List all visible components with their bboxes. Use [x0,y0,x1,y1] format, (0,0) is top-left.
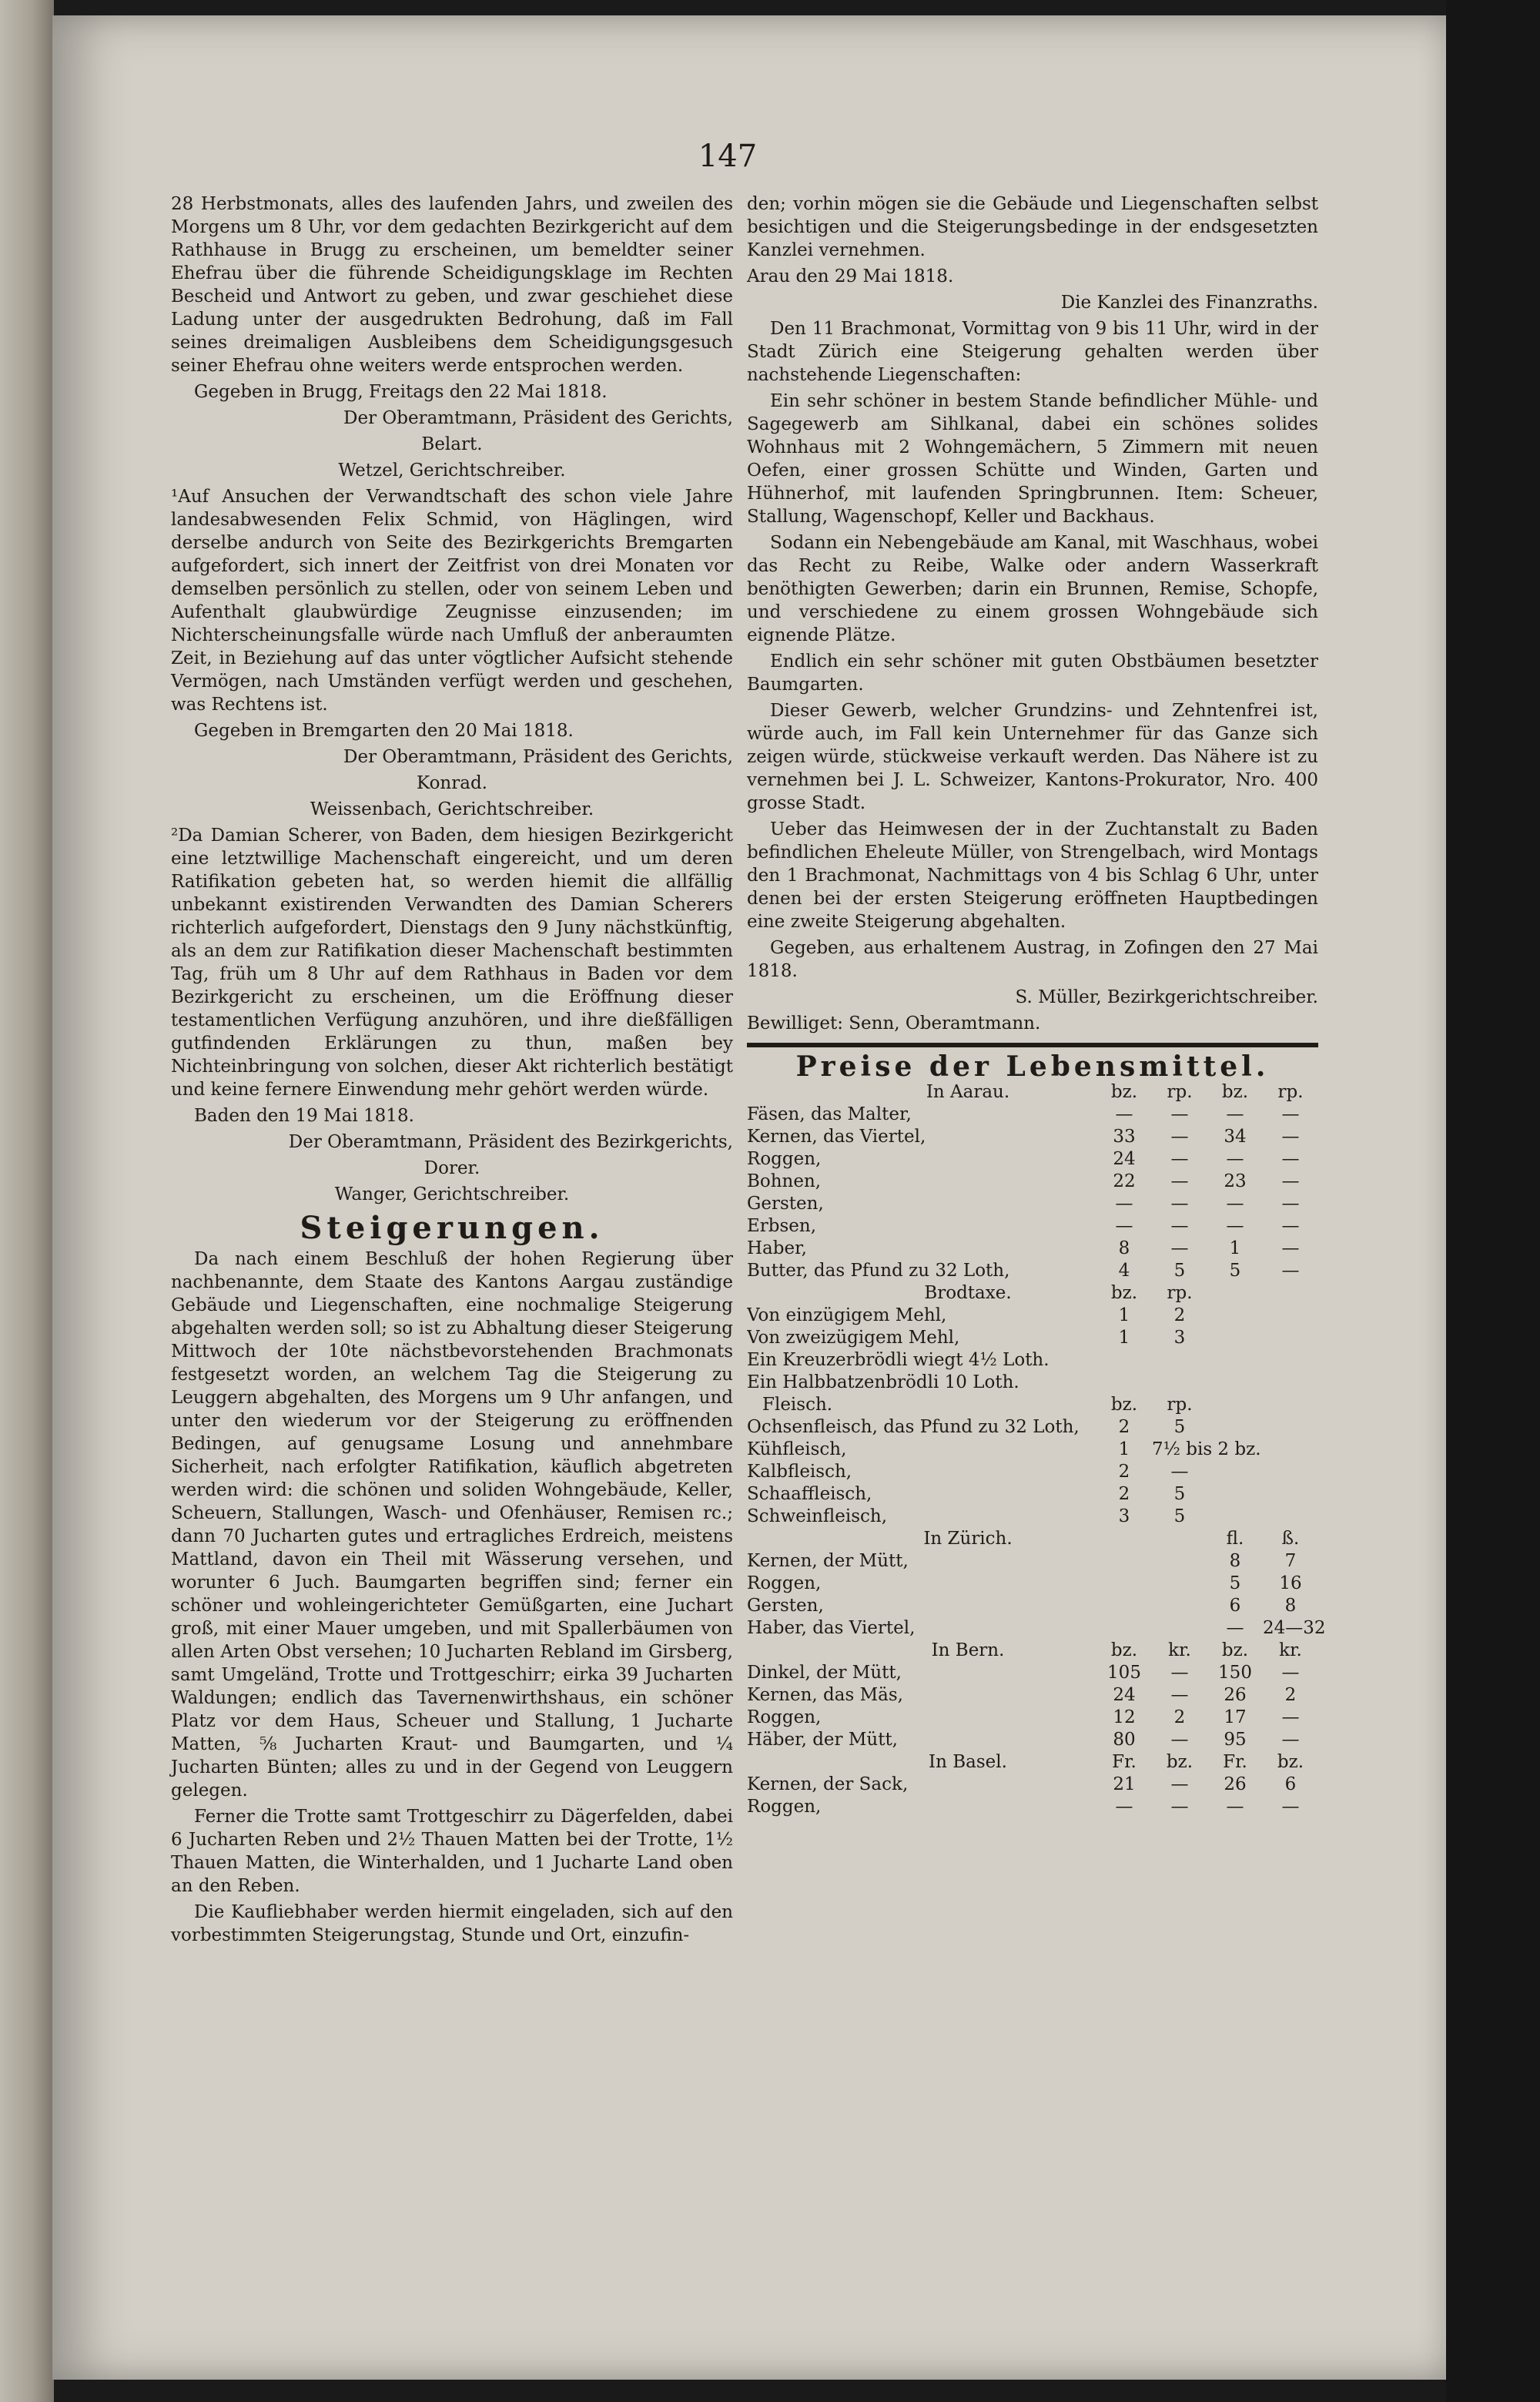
price-value: 2 [1173,1707,1186,1727]
aarau-place: In Aarau. [926,1082,1010,1102]
price-row [747,1774,1318,1796]
col-header: bz. [1110,1283,1138,1303]
finance-date: Arau den 29 Mai 1818. [747,266,954,286]
price-row [747,1662,1318,1684]
price-label: Kernen, der Mütt, [747,1551,909,1571]
price-value: — [1170,1194,1189,1214]
price-value: 95 [1224,1730,1247,1750]
price-value: 26 [1224,1774,1247,1794]
price-value: 5 [1173,1484,1186,1504]
price-label: Bohnen, [747,1171,822,1191]
price-value: — [1281,1171,1300,1191]
col-header: bz. [1221,1082,1249,1102]
fleisch-title: Fleisch. [762,1395,833,1415]
col-header: bz. [1166,1752,1194,1772]
price-value: — [1170,1797,1189,1817]
brodtaxe-title: Brodtaxe. [924,1283,1012,1303]
price-label: Von einzügigem Mehl, [747,1305,947,1325]
price-row [747,1238,1318,1260]
price-value: 24 [1113,1685,1136,1705]
price-label: Häber, der Mütt, [747,1730,898,1750]
auction-invitation-cont: den; vorhin mögen sie die Gebäude und Liegenschaften selbst besichtigen und die Steigerungsbedinge in der endsgesetzten Kanzlei vernehmen. [747,194,1318,260]
price-row [747,1439,1318,1461]
col-header: fl. [1226,1529,1244,1549]
brodtaxe-header [747,1282,1318,1305]
notice-scherer-date: Baden den 19 Mai 1818. [194,1106,414,1126]
mueller-auction: Ueber das Heimwesen der in der Zuchtanstalt zu Baden befindlichen Eheleute Müller, von Strengelbach, wird Montags den 1 Brachmonat, Nachmittags von 4 bis Schlag 6 Uhr, unter denen bei der ersten Steigerung eröffneten Hauptbedingen eine zweite Steigerung abgehalten. [747,819,1318,932]
price-value: 5 [1173,1506,1186,1526]
price-value: — [1115,1216,1133,1236]
price-value: 16 [1279,1573,1302,1593]
price-value: — [1170,1774,1189,1794]
price-value: 2 [1118,1484,1130,1504]
mueller-approval: Bewilliget: Senn, Oberamtmann. [747,1013,1041,1033]
notice-scherer-signatory: Der Oberamtmann, Präsident des Bezirkgerichts, [288,1132,733,1152]
notice-scherer-name: Dorer. [424,1158,480,1178]
price-label: Roggen, [747,1797,822,1817]
price-row [747,1595,1318,1617]
price-label: Kalbfleisch, [747,1462,852,1482]
zurich-header [747,1528,1318,1550]
price-row [747,1126,1318,1148]
col-header: rp. [1167,1395,1193,1415]
price-value: 33 [1113,1127,1136,1147]
price-value: 5 [1173,1261,1186,1281]
price-label: Dinkel, der Mütt, [747,1663,902,1683]
notice-scherer: ²Da Damian Scherer, von Baden, dem hiesigen Bezirkgericht eine letztwillige Machenschaft eingereicht, und um deren Ratifikation gebeten hat, so werden hiemit die allfällig unbekannt existirenden Verwandten des Damian Scherers richterlich aufgefordert, Dienstags den 9 Juny nächstkünftig, als an dem zur Ratifikation dieser Machenschaft bestimmten Tag, früh um 8 Uhr auf dem Rathhaus in Baden vor dem Bezirkgericht zu erscheinen, um die Eröffnung dieser testamentlichen Verfügung anzuhören, und ihre dießfälligen gutfindenden Erklärungen zu thun, maßen bey Nichteinbringung von solchen, dieser Akt richterlich bestätigt und keine fernere Einwendung mehr gehört werden würde. [171,826,733,1100]
price-value: — [1281,1238,1300,1258]
book-binding [0,0,54,2402]
price-value: — [1281,1707,1300,1727]
price-label: Roggen, [747,1149,822,1169]
price-row [747,1148,1318,1171]
price-label: Ochsenfleisch, das Pfund zu 32 Loth, [747,1417,1080,1437]
price-row [747,1483,1318,1506]
price-row [747,1104,1318,1126]
price-label: Schaaffleisch, [747,1484,872,1504]
price-row [747,1506,1318,1528]
prices-title: Preise der Lebensmittel. [795,1050,1270,1083]
price-value: 26 [1224,1685,1247,1705]
price-value: — [1115,1194,1133,1214]
price-value: — [1281,1104,1300,1124]
basel-header [747,1751,1318,1774]
price-value: 1 [1229,1238,1241,1258]
price-value: — [1170,1127,1189,1147]
price-label: Kernen, der Sack, [747,1774,909,1794]
price-value: — [1226,1216,1244,1236]
price-value: — [1115,1104,1133,1124]
left-column [171,193,733,1950]
price-value: 5 [1173,1417,1186,1437]
price-value: — [1170,1171,1189,1191]
price-label: Butter, das Pfund zu 32 Loth, [747,1261,1010,1281]
bread-weight-2: Ein Halbbatzenbrödli 10 Loth. [747,1372,1019,1392]
price-label: Kernen, das Mäs, [747,1685,903,1705]
price-value: — [1281,1194,1300,1214]
price-value: 80 [1113,1730,1136,1750]
col-header: rp. [1167,1283,1193,1303]
summons-signatory-name: Belart. [421,434,483,454]
price-label: Gersten, [747,1194,824,1214]
price-row [747,1171,1318,1193]
notice-scherer-clerk: Wanger, Gerichtschreiber. [334,1184,570,1204]
price-value: — [1281,1261,1300,1281]
notice-schmid-name: Konrad. [417,773,487,793]
section-heading-steigerungen: Steigerungen. [300,1210,604,1246]
price-row [747,1416,1318,1439]
price-value: — [1170,1663,1189,1683]
zurich-annex: Sodann ein Nebengebäude am Kanal, mit Waschhaus, wobei das Recht zu Reibe, Walke oder andern Wasserkraft benöthigten Gewerben; darin ein Brunnen, Remise, Schopfe, und verschiedene zu einem grossen Wohngebäude sich eignende Plätze. [747,533,1318,645]
col-header: kr. [1279,1640,1302,1660]
price-label: Kernen, das Viertel, [747,1127,926,1147]
zurich-terms: Dieser Gewerb, welcher Grundzins- und Zehntenfrei ist, würde auch, im Fall kein Unternehmer für das Ganze sich zeigen würde, stückweise verkauft werden. Das Nähere ist zu vernehmen bei J. L. Schweizer, Kantons-Prokurator, Nro. 400 grosse Stadt. [747,701,1318,813]
price-value: 22 [1113,1171,1136,1191]
price-value: 3 [1173,1328,1186,1348]
price-value: 24—32 [1263,1618,1326,1638]
price-row [747,1215,1318,1238]
price-label: Von zweizügigem Mehl, [747,1328,960,1348]
right-column [747,193,1326,1818]
aarau-header [747,1081,1318,1104]
price-value: 1 [1118,1328,1130,1348]
price-value: — [1281,1216,1300,1236]
price-label: Kühfleisch, [747,1439,847,1459]
price-value: 2 [1118,1462,1130,1482]
fleisch-header [747,1394,1318,1416]
price-value: — [1170,1238,1189,1258]
price-row [747,1684,1318,1707]
summons-text: 28 Herbstmonats, alles des laufenden Jahrs, und zweilen des Morgens um 8 Uhr, vor dem gedachten Bezirkgericht auf dem Rathhause in Brugg zu erscheinen, um bemeldter seiner Ehefrau über die führende Scheidigungsklage im Rechten Bescheid und Antwort zu geben, und zwar geschiehet diese Ladung unter der ausgedrukten Bedrohung, daß im Fall seines dreimaligen Ausbleibens dem Scheidigungsgesuch seiner Ehefrau ohne weiters werde entsprochen werden. [171,194,733,376]
price-value: 8 [1229,1551,1241,1571]
col-header: Fr. [1112,1752,1137,1772]
bread-weight-1: Ein Kreuzerbrödli wiegt 4½ Loth. [747,1350,1050,1370]
price-value: 12 [1113,1707,1136,1727]
page-number: 147 [698,139,758,174]
col-header: bz. [1110,1082,1138,1102]
price-value: 5 [1229,1261,1241,1281]
price-value: — [1170,1685,1189,1705]
price-row [747,1550,1318,1573]
notice-schmid-date: Gegeben in Bremgarten den 20 Mai 1818. [194,721,574,741]
page-edge-shadow [1446,0,1540,2402]
price-value: 8 [1118,1238,1130,1258]
price-value: — [1170,1104,1189,1124]
price-row [747,1729,1318,1751]
price-value: 105 [1107,1663,1141,1683]
bern-place: In Bern. [931,1640,1005,1660]
price-value: 23 [1224,1171,1247,1191]
price-value: 7 [1284,1551,1297,1571]
price-row [747,1193,1318,1215]
price-value: 2 [1284,1685,1297,1705]
price-value: — [1281,1663,1300,1683]
price-value: 5 [1229,1573,1241,1593]
price-value: — [1226,1797,1244,1817]
price-label: Schweinfleisch, [747,1506,888,1526]
price-label: Erbsen, [747,1216,817,1236]
col-header: rp. [1167,1082,1193,1102]
price-label: Roggen, [747,1573,822,1593]
summons-signatory: Der Oberamtmann, Präsident des Gerichts, [343,408,733,428]
price-value: — [1170,1149,1189,1169]
col-header: bz. [1110,1395,1138,1415]
col-header: kr. [1168,1640,1191,1660]
bern-header [747,1640,1318,1662]
summons-date: Gegeben in Brugg, Freitags den 22 Mai 1818. [194,382,608,402]
price-label: Fäsen, das Malter, [747,1104,912,1124]
price-value: — [1281,1730,1300,1750]
mueller-clerk: S. Müller, Bezirkgerichtschreiber. [1015,987,1318,1007]
price-value: — [1281,1149,1300,1169]
price-value: 34 [1224,1127,1247,1147]
price-value: — [1170,1730,1189,1750]
zurich-mill: Ein sehr schöner in bestem Stande befindlicher Mühle- und Sagegewerb am Sihlkanal, dabei ein schönes solides Wohnhaus mit 2 Wohngemächern, 5 Zimmern mit neuen Oefen, einer grossen Schütte und Winden, Garten und Hühnerhof, mit laufenden Springbrunnen. Item: Scheuer, Stallung, Wagenschopf, Keller und Backhaus. [747,391,1318,527]
price-row [747,1305,1318,1327]
price-value: 6 [1284,1774,1297,1794]
col-header: Fr. [1223,1752,1247,1772]
zurich-garden: Endlich ein sehr schöner mit guten Obstbäumen besetzter Baumgarten. [747,652,1318,695]
col-header: rp. [1277,1082,1304,1102]
price-value: — [1226,1194,1244,1214]
col-header: bz. [1277,1752,1304,1772]
basel-place: In Basel. [929,1752,1007,1772]
price-value: 3 [1118,1506,1130,1526]
price-value: — [1170,1462,1189,1482]
price-value: 2 [1118,1417,1130,1437]
price-value: 150 [1218,1663,1252,1683]
notice-schmid-signatory: Der Oberamtmann, Präsident des Gerichts, [343,747,733,767]
price-row [747,1796,1318,1818]
mueller-date: Gegeben, aus erhaltenem Austrag, in Zofingen den 27 Mai 1818. [747,938,1318,981]
price-value: 21 [1113,1774,1136,1794]
col-header: ß. [1281,1529,1300,1549]
price-value: — [1226,1104,1244,1124]
price-value: — [1281,1127,1300,1147]
price-value: 1 [1118,1305,1130,1325]
price-row [747,1707,1318,1729]
price-value: 24 [1113,1149,1136,1169]
section-rule [747,1043,1318,1047]
price-value: 6 [1229,1596,1241,1616]
col-header: bz. [1110,1640,1138,1660]
price-row [747,1260,1318,1282]
auction-invitation: Die Kaufliebhaber werden hiermit eingeladen, sich auf den vorbestimmten Steigerungstag, Stunde und Ort, einzufin- [171,1902,733,1945]
price-label: Haber, [747,1238,807,1258]
price-row [747,1617,1326,1640]
price-value: 1 [1118,1439,1130,1459]
price-row [747,1461,1318,1483]
price-label: Gersten, [747,1596,824,1616]
aarau-rows [747,1104,1318,1282]
price-value: 2 [1173,1305,1186,1325]
price-value: — [1226,1618,1244,1638]
price-value: — [1170,1216,1189,1236]
price-value: 8 [1284,1596,1297,1616]
price-value: 17 [1224,1707,1247,1727]
zurich-auction: Den 11 Brachmonat, Vormittag von 9 bis 11 Uhr, wird in der Stadt Zürich eine Steigerung gehalten werden über nachstehende Liegenschaften: [747,319,1318,385]
notice-schmid: ¹Auf Ansuchen der Verwandtschaft des schon viele Jahre landesabwesenden Felix Schmid, von Häglingen, wird derselbe andurch von Seite des Bezirkgerichts Bremgarten aufgefordert, sich innert der Zeitfrist von drei Monaten vor demselben persönlich zu stellen, oder von seinem Leben und Aufenthalt glaubwürdige Zeugnisse einzusenden; im Nichterscheinungsfalle würde nach Umfluß der anberaumten Zeit, in Beziehung auf das unter vögtlicher Aufsicht stehende Vermögen, nach Umständen verfügt werden und geschehen, was Rechtens ist. [171,487,733,715]
price-label: Haber, das Viertel, [747,1618,916,1638]
price-row [747,1327,1318,1349]
auction-daegerfelden: Ferner die Trotte samt Trottgeschirr zu Dägerfelden, dabei 6 Jucharten Reben und 2½ Thauen Matten bei der Trotte, 1½ Thauen Matten, die Winterhalden, und 1 Jucharte Land oben an den Reben. [171,1807,733,1896]
notice-schmid-clerk: Weissenbach, Gerichtschreiber. [310,799,594,819]
auction-leuggern: Da nach einem Beschluß der hohen Regierung über nachbenannte, dem Staate des Kantons Aargau zuständige Gebäude und Liegenschaften, eine nochmalige Steigerung abgehalten werden soll; so ist zu Abhaltung dieser Steigerung Mittwoch der 10te nächstbevorstehenden Brachmonats festgesetzt worden, an welchem Tag die Steigerung zu Leuggern abgehalten, des Morgens um 9 Uhr anfangen, und unter den wiederum vor der Steigerung zu eröffnenden Bedingen, auf genugsame Losung und annehmbare Sicherheit, nach erfolgter Ratifikation, käuflich abgetreten werden wird: die schönen und soliden Wohngebäude, Keller, Scheuern, Stallungen, Wasch- und Ofenhäuser, Remisen rc.; dann 70 Jucharten gutes und ertragliches Erdreich, meistens Mattland, davon ein Theil mit Wässerung versehen, und worunter 6 Juch. Baumgarten begriffen sind; ferner ein schöner und wohleingerichteter Gemüßgarten, eine Juchart groß, mit einer Mauer umgeben, und mit Spallerbäumen von allen Arten Obst versehen; 10 Jucharten Rebland im Girsberg, samt Umgeländ, Trotte und Trottgeschirr; eirka 39 Jucharten Waldungen; endlich das Tavernenwirthshaus, ein schöner Platz vor dem Haus, Scheuer und Stallung, 1 Jucharte Matten, ⅝ Jucharten Kraut- und Baumgarten, und ¼ Jucharten Bünten; alles zu und in der Gegend von Leuggern gelegen. [171,1249,733,1801]
price-value: 7½ bis 2 bz. [1152,1439,1261,1459]
price-value: 4 [1118,1261,1130,1281]
price-value: — [1226,1149,1244,1169]
summons-clerk: Wetzel, Gerichtschreiber. [338,461,566,481]
price-label: Roggen, [747,1707,822,1727]
zurich-place: In Zürich. [923,1529,1013,1549]
price-value: — [1281,1797,1300,1817]
col-header: bz. [1221,1640,1249,1660]
price-row [747,1573,1318,1595]
finance-chancery: Die Kanzlei des Finanzraths. [1060,293,1318,313]
price-value: — [1115,1797,1133,1817]
